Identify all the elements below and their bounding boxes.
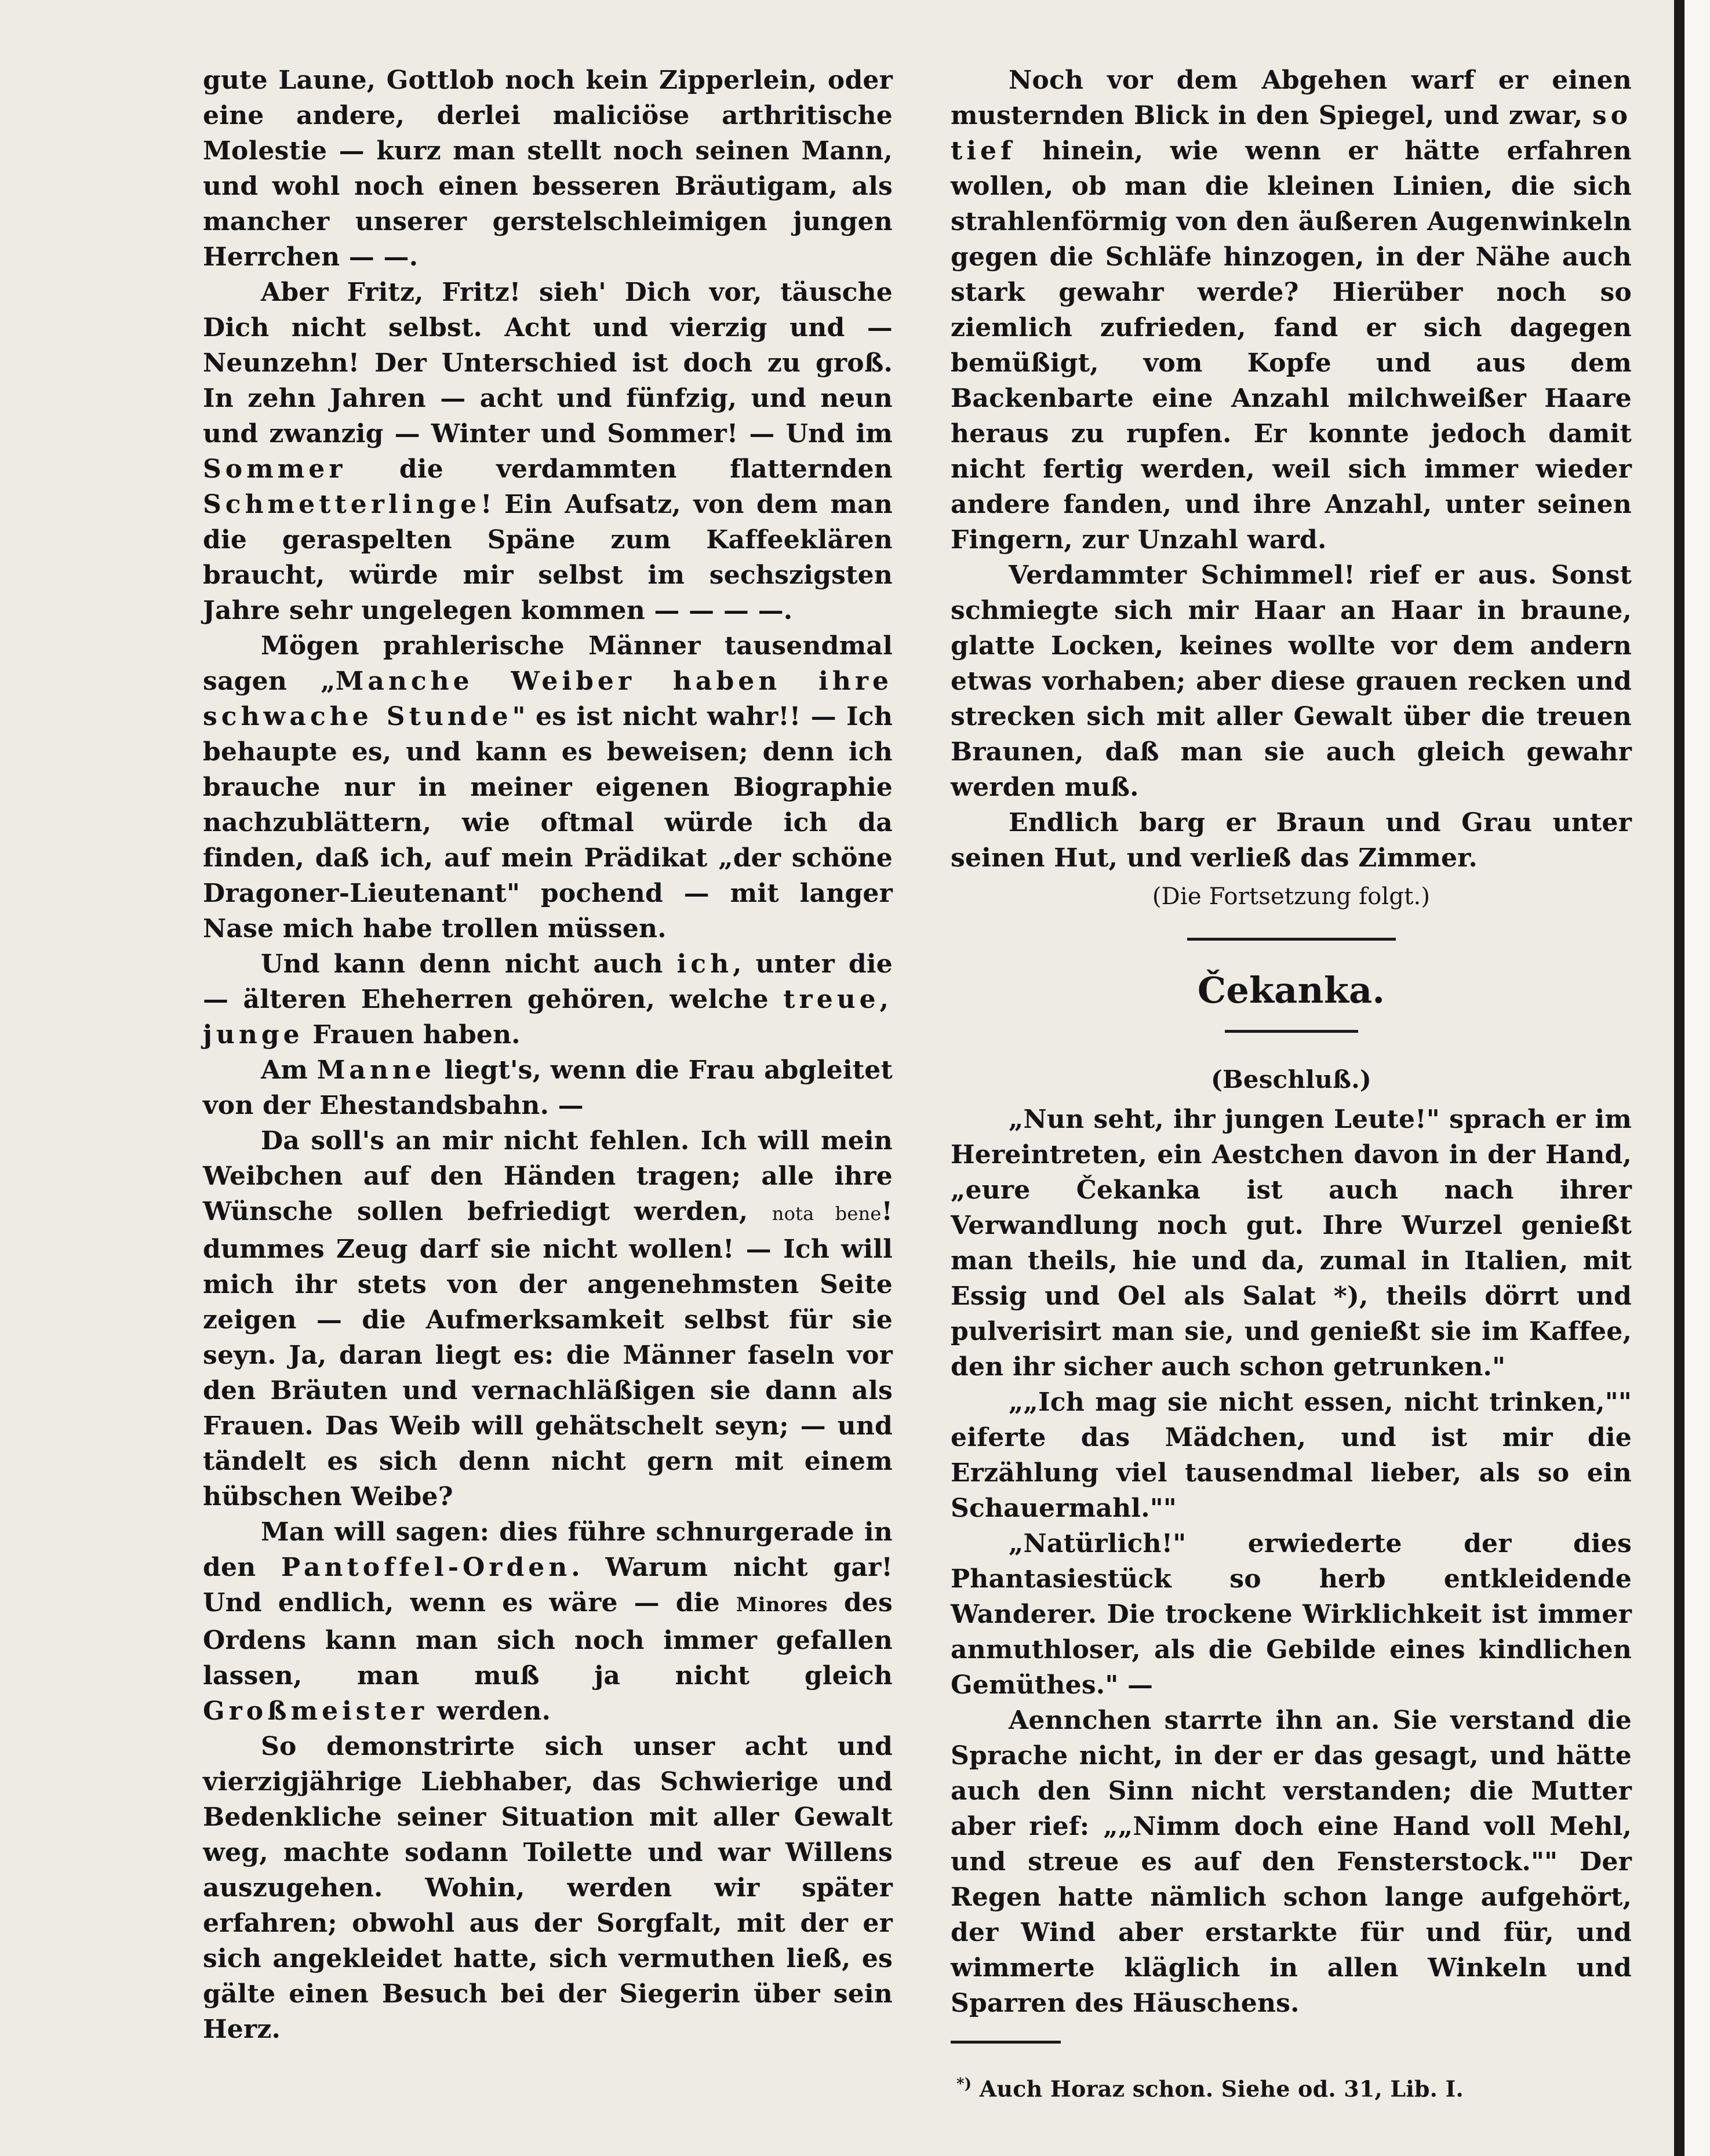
text-run: , unter die — älteren Eheherren gehören, welche (203, 949, 893, 1014)
paragraph (203, 275, 893, 628)
paragraph: gute Laune, Gottlob noch kein Zipperlein, oder eine andere, derlei maliciöse arthritische Molestie — kurz man stellt noch seinen Mann, und wohl noch einen besseren Bräutigam, als mancher unserer gerstelschleimigen jungen Herrchen — —. (203, 65, 893, 272)
paragraph (203, 1052, 893, 1123)
paragraph: So demonstrirte sich unser acht und vierzigjährige Liebhaber, das Schwierige und Bedenkliche seiner Situation mit aller Gewalt weg, machte sodann Toilette und war Willens auszugehen. Wohin, werden wir später erfahren; obwohl aus der Sorgfalt, mit der er sich angekleidet hatte, sich vermuthen ließ, es gälte einen Besuch bei der Siegerin über sein Herz. (203, 1732, 893, 2044)
spaced-text: treue, junge (203, 985, 893, 1050)
text-run: ! dummes Zeug darf sie nicht wollen! — Ich will mich ihr stets von der angenehmsten Seite zeigen — die Aufmerksamkeit selbst für sie seyn. Ja, daran liegt es: die Männer faseln vor den Bräuten und vernachläßigen sie dann als Frauen. Das Weib will gehätschelt seyn; — und tändelt es sich denn nicht gern mit einem hübschen Weibe? (203, 1197, 893, 1512)
text-run: " es ist nicht wahr!! — Ich behaupte es, und kann es beweisen; denn ich brauche nur in meiner eigenen Biographie nachzublättern, wie oftmal würde ich da finden, daß ich, auf mein Prädikat „der schöne Dragoner-Lieutenant" pochend — mit langer Nase mich habe trollen müssen. (203, 702, 893, 944)
paragraph: Endlich barg er Braun und Grau unter seinen Hut, und verließ das Zimmer. (951, 808, 1632, 873)
latin-text: nota bene (772, 1203, 882, 1225)
spaced-text: Manche Weiber haben ihre schwache Stunde (203, 667, 893, 731)
text-run: Frauen haben. (312, 1020, 521, 1050)
text-run: . Warum nicht gar! Und endlich, wenn es wäre — die (203, 1553, 893, 1618)
divider (1187, 938, 1396, 941)
text-run: Am (261, 1055, 308, 1085)
paragraph (203, 1514, 893, 1729)
divider (1225, 1030, 1358, 1033)
paragraph (951, 63, 1632, 558)
footnote-mark: *) (956, 2075, 972, 2093)
text-run: Mögen prahlerische Männer tausendmal sagen „ (203, 631, 893, 696)
text-run: hinein, wie wenn er hätte erfahren wollen, ob man die kleinen Linien, die sich strahlenförmig von den äußeren Augenwinkeln gegen die Schläfe hinzogen, in der Nähe auch stark gewahr werde? Hierüber noch so ziemlich zufrieden, fand er sich dagegen bemüßigt, vom Kopfe und aus dem Backenbarte eine Anzahl milchweißer Haare heraus zu rupfen. Er konnte jedoch damit nicht fertig werden, weil sich immer wieder andere fanden, und ihre Anzahl, unter seinen Fingern, zur Unzahl ward. (951, 136, 1632, 555)
latin-text: Minores (736, 1593, 828, 1616)
text-run: des Ordens kann man sich noch immer gefallen lassen, man muß ja nicht gleich (203, 1588, 893, 1691)
spaced-text: Manne (316, 1055, 435, 1085)
footnote (951, 2067, 1632, 2107)
article-title: Čekanka. (1197, 969, 1385, 1011)
text-run: Aber Fritz, Fritz! sieh' Dich vor, täusche Dich nicht selbst. Acht und vierzig und — Neunzehn! Der Unterschied ist doch zu groß. In zehn Jahren — acht und fünfzig, und neun und zwanzig — Winter und (203, 278, 893, 449)
text-run: Sommer! — Und im (607, 419, 893, 449)
paragraph (203, 1123, 893, 1514)
paragraph: „„Ich mag sie nicht essen, nicht trinken,"" eiferte das Mädchen, und ist mir die Erzählung viel tausendmal lieber, als so ein Schauermahl."" (951, 1387, 1632, 1523)
adjacent-page-edge (1684, 0, 1710, 2156)
paragraph: Aennchen starrte ihn an. Sie verstand die Sprache nicht, in der er das gesagt, und hätte auch den Sinn nicht verstanden; die Mutter aber rief: „„Nimm doch eine Hand voll Mehl, und streue es auf den Fensterstock."" Der Regen hatte nämlich schon lange aufgehört, der Wind aber erstarkte für und für, und wimmerte kläglich in allen Winkeln und Sparren des Häuschens. (951, 1706, 1632, 2018)
spaced-text: ich (676, 949, 733, 979)
spaced-text: Pantoffel-Orden (281, 1553, 572, 1582)
text-run: Da soll's an mir nicht fehlen. Ich will mein Weibchen auf den Händen tragen; alle ihre Wünsche sollen befriedigt werden, (203, 1126, 893, 1226)
text-run: Man will sagen: dies führe schnurgerade in den (203, 1517, 893, 1582)
text-run: ! Ein Aufsatz, von dem man die geraspelten Späne zum Kaffeeklären braucht, würde mir selbst im sechszigsten Jahre sehr ungelegen kommen — — — —. (203, 490, 893, 625)
article-subtitle: (Beschluß.) (1211, 1065, 1371, 1094)
text-run: die verdammten flatternden (399, 454, 893, 484)
book-spine (1674, 0, 1684, 2156)
text-run: Und kann denn nicht auch (261, 949, 663, 979)
footnote-text: Auch Horaz schon. Siehe od. 31, Lib. I. (979, 2075, 1464, 2102)
left-column (203, 63, 893, 2047)
spaced-text: Großmeister (203, 1696, 428, 1726)
spaced-text: Sommer (203, 454, 347, 484)
text-run: werden. (436, 1696, 551, 1726)
paragraph: „Natürlich!" erwiederte der dies Phantasiestück so herb entkleidende Wanderer. Die trockene Wirklichkeit ist immer anmuthloser, als die Gebilde eines kindlichen Gemüthes." — (951, 1529, 1632, 1700)
paragraph (203, 628, 893, 946)
spaced-text: so tief (951, 101, 1632, 166)
footnote-divider (951, 2041, 1061, 2044)
spaced-text: Schmetterlinge (203, 490, 481, 519)
continuation-note: (Die Fortsetzung folgt.) (1152, 883, 1431, 910)
text-run: liegt's, wenn die Frau abgleitet von der Ehestandsbahn. — (203, 1055, 893, 1120)
text-run: Noch vor dem Abgehen warf er einen musternden Blick in den Spiegel, und zwar, (951, 65, 1632, 130)
paragraph: Verdammter Schimmel! rief er aus. Sonst schmiegte sich mir Haar an Haar in braune, glatte Locken, keines wollte vor dem andern etwas vorhaben; aber diese grauen recken und strecken sich mit aller Gewalt über die treuen Braunen, daß man sie auch gleich gewahr werden muß. (951, 560, 1632, 802)
right-column (951, 63, 1632, 2107)
paragraph: „Nun seht, ihr jungen Leute!" sprach er im Hereintreten, ein Aestchen davon in der Hand, „eure Čekanka ist auch nach ihrer Verwandlung noch gut. Ihre Wurzel genießt man theils, hie und da, zumal in Italien, mit Essig und Oel als Salat *), theils dörrt und pulverisirt man sie, und genießt sie im Kaffee, den ihr sicher auch schon getrunken." (951, 1105, 1632, 1382)
paragraph (203, 946, 893, 1052)
